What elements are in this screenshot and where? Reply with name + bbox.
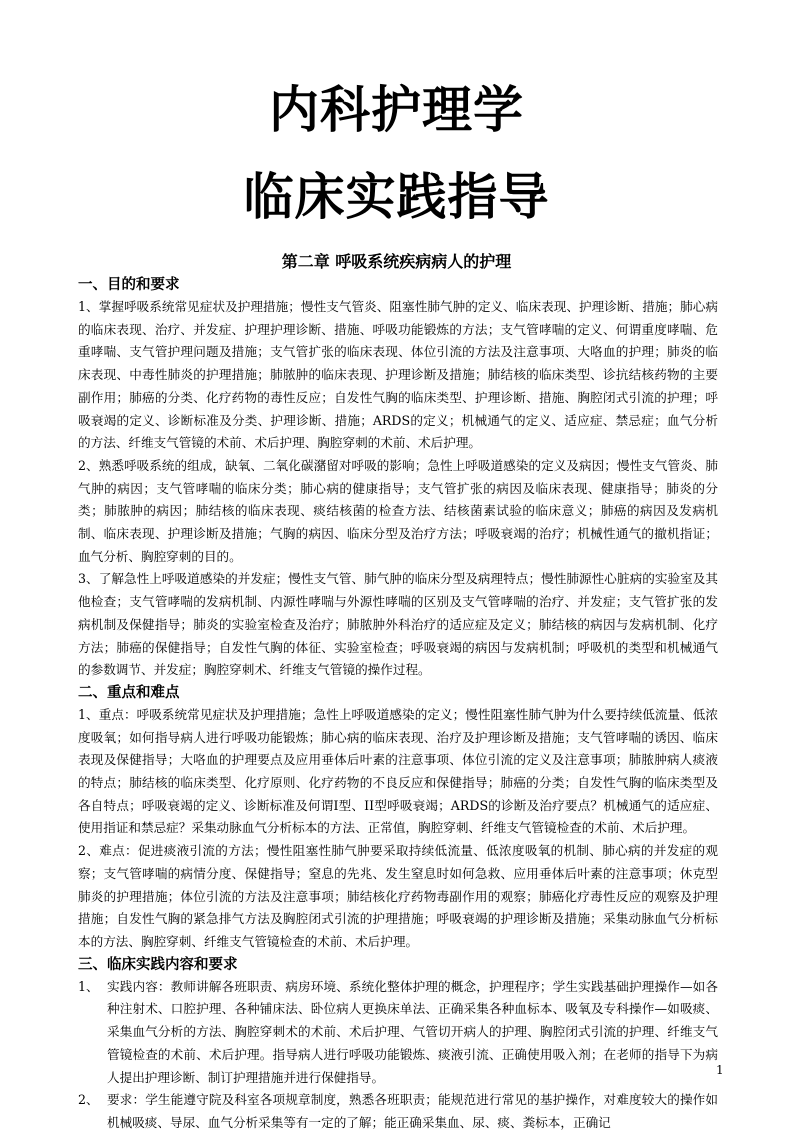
section-key-points <box>78 682 718 954</box>
document-body <box>78 274 718 1135</box>
section-heading: 二、重点和难点 <box>78 684 180 701</box>
document-subtitle: 临床实践指导 <box>243 168 550 226</box>
document-title: 内科护理学 <box>269 81 524 139</box>
paragraph-understand: 3、了解急性上呼吸道感染的并发症；慢性支气管、肺气肿的临床分型及病理特点；慢性肺源性心脏病的实验室及其他检查；支气管哮喘的发病机制、内源性哮喘与外源性哮喘的区别及支气管哮喘的治疗、并发症；支气管扩张的发病机制及保健指导；肺炎的实验室检查及治疗；肺脓肿外科治疗的适应症及定义；肺结核的病因与发病机制、化疗方法；肺癌的保健指导；自发性气胸的体征、实验室检查；呼吸衰竭的病因与发病机制；呼吸机的类型和机械通气的参数调节、并发症；胸腔穿刺术、纤维支气管镜的操作过程。 <box>78 571 718 678</box>
paragraph-key-points: 1、重点：呼吸系统常见症状及护理措施；急性上呼吸道感染的定义；慢性阻塞性肺气肿为什么要持续低流量、低浓度吸氧；如何指导病人进行呼吸功能锻炼；肺心病的临床表现、治疗及护理诊断及措施；支气管哮喘的诱因、临床表现及保健指导；大咯血的护理要点及应用垂体后叶素的注意事项、体位引流的定义及注意事项；肺脓肿病人痰液的特点；肺结核的临床类型、化疗原则、化疗药物的不良反应和保健指导；肺癌的分类；自发性气胸的临床类型及各自特点；呼吸衰竭的定义、诊断标准及何谓I型、II型呼吸衰竭；ARDS的诊断及治疗要点？机械通气的适应症、使用指证和禁忌症？采集动脉血气分析标本的方法、正常值，胸腔穿刺、纤维支气管镜检查的术前、术后护理。 <box>78 706 718 836</box>
section-clinical-practice <box>78 954 718 1135</box>
section-objectives <box>78 274 718 682</box>
list-item <box>78 976 718 1090</box>
numbered-list <box>78 976 718 1135</box>
list-item-text: 要求：学生能遵守院及科室各项规章制度，熟悉各班职责；能规范进行常见的基护操作，对难度较大的操作如机械吸痰、导尿、血气分析采集等有一定的了解；能正确采集血、尿、痰、粪标本，正确记 <box>107 1092 718 1130</box>
section-heading: 一、目的和要求 <box>78 277 180 293</box>
chapter-title: 第二章 呼吸系统疾病病人的护理 <box>281 252 512 271</box>
paragraph-familiar: 2、熟悉呼吸系统的组成，缺氧、二氧化碳潴留对呼吸的影响；急性上呼吸道感染的定义及病因；慢性支气管炎、肺气肿的病因；支气管哮喘的临床分类；肺心病的健康指导；支气管扩张的病因及临床表现、健康指导；肺炎的分类；肺脓肿的病因；肺结核的临床表现、痰结核菌的检查方法、结核菌素试验的临床意义；肺癌的病因及发病机制、临床表现、护理诊断及措施；气胸的病因、临床分型及治疗方法；呼吸衰竭的治疗；机械性通气的撤机指证；血气分析、胸腔穿刺的目的。 <box>78 457 718 564</box>
paragraph-difficulties: 2、难点：促进痰液引流的方法；慢性阻塞性肺气肿要采取持续低流量、低浓度吸氧的机制、肺心病的并发症的观察；支气管哮喘的病情分度、保健指导；窒息的先兆、发生窒息时如何急救、应用垂体后叶素的注意事项；休克型肺炎的护理措施；体位引流的方法及注意事项；肺结核化疗药物毒副作用的观察；肺癌化疗毒性反应的观察及护理措施；自发性气胸的紧急排气方法及胸腔闭式引流的护理措施；呼吸衰竭的护理诊断及措施；采集动脉血气分析标本的方法、胸腔穿刺、纤维支气管镜检查的术前、术后护理。 <box>78 843 718 949</box>
list-item-text: 实践内容：教师讲解各班职责、病房环境、系统化整体护理的概念，护理程序；学生实践基础护理操作—如各种注射术、口腔护理、各种铺床法、卧位病人更换床单法、正确采集各种血标本、吸氧及专科操作—如吸痰、采集血气分析的方法、胸腔穿刺术的术前、术后护理、气管切开病人的护理、胸腔闭式引流的护理、纤维支气管镜检查的术前、术后护理。指导病人进行呼吸功能锻炼、痰液引流、正确使用吸入剂；在老师的指导下为病人提出护理诊断、制订护理措施并进行保健指导。 <box>107 978 718 1085</box>
list-item <box>78 1089 718 1134</box>
paragraph-master: 1、掌握呼吸系统常见症状及护理措施；慢性支气管炎、阻塞性肺气肿的定义、临床表现、护理诊断、措施；肺心病的临床表现、治疗、并发症、护理护理诊断、措施、呼吸功能锻炼的方法；支气管哮喘的定义、何谓重度哮喘、危重哮喘、支气管护理问题及措施；支气管扩张的临床表现、体位引流的方法及注意事项、大咯血的护理；肺炎的临床表现、中毒性肺炎的护理措施；肺脓肿的临床表现、护理诊断及措施；肺结核的临床类型、诊抗结核药物的主要副作用；肺癌的分类、化疗药物的毒性反应；自发性气胸的临床类型、护理诊断、措施、胸腔闭式引流的护理；呼吸衰竭的定义、诊断标准及分类、护理诊断、措施；ARDS的定义；机械通气的定义、适应症、禁忌症；血气分析的方法、纤维支气管镜的术前、术后护理、胸腔穿刺的术前、术后护理。 <box>78 299 718 451</box>
list-item-number: 1、 <box>78 978 99 994</box>
list-item-number: 2、 <box>78 1092 99 1108</box>
page-number: 1 <box>716 1063 724 1077</box>
section-heading: 三、临床实践内容和要求 <box>78 956 238 973</box>
